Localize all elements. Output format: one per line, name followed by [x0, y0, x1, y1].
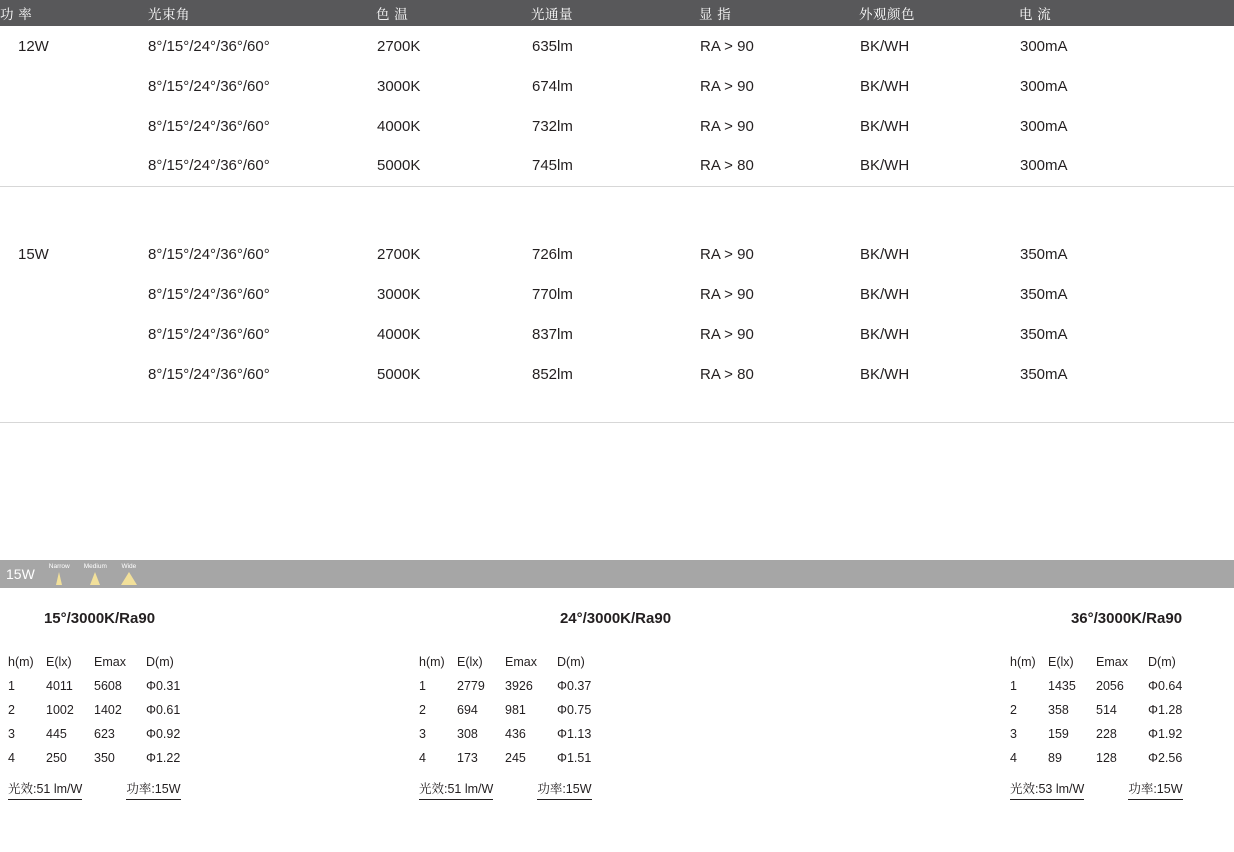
- cell-e: 445: [46, 727, 67, 741]
- cell-d: Φ1.92: [1148, 727, 1183, 741]
- photometric-header-d: D(m): [1148, 655, 1176, 669]
- table-row: [419, 703, 617, 727]
- cell-d: Φ1.22: [146, 751, 181, 765]
- cell-beam: 8°/15°/24°/36°/60°: [148, 117, 270, 135]
- cell-beam: 8°/15°/24°/36°/60°: [148, 285, 270, 303]
- photometric-table: [8, 655, 206, 775]
- cell-current: 350mA: [1020, 365, 1068, 383]
- spec-header-current: 电 流: [1019, 0, 1234, 26]
- cell-power: [0, 66, 148, 106]
- photometric-block-24deg: [411, 600, 822, 800]
- table-row: [8, 751, 206, 775]
- cell-cct: 5000K: [376, 146, 531, 186]
- cell-ra: RA > 90: [700, 117, 754, 135]
- cell-color: BK/WH: [860, 117, 910, 135]
- photometric-table-head: [8, 655, 206, 679]
- cell-emax: 436: [505, 727, 526, 741]
- cell-power: [0, 314, 148, 354]
- photometric-header-row: [8, 655, 206, 679]
- cell-h: 1: [1010, 679, 1017, 693]
- photometric-table-head: [1010, 655, 1208, 679]
- spec-header-beam: 光束角: [148, 0, 376, 26]
- cell-color: BK/WH: [860, 325, 910, 343]
- cell-current: 350mA: [1020, 325, 1068, 343]
- photometric-header-h: h(m): [419, 655, 445, 669]
- beam-angle-bar: [0, 560, 1234, 588]
- cell-lumen: 745lm: [531, 146, 699, 186]
- cell-emax: 228: [1096, 727, 1117, 741]
- photometric-header-d: D(m): [146, 655, 174, 669]
- photometric-efficacy: 光效:51 lm/W: [419, 779, 493, 800]
- beam-legend-item-wide: [121, 563, 137, 585]
- beam-legend-item-medium: [84, 563, 107, 585]
- cell-h: 3: [419, 727, 426, 741]
- cell-color: BK/WH: [860, 37, 910, 55]
- cell-e: 173: [457, 751, 478, 765]
- cell-d: Φ0.61: [146, 703, 181, 717]
- cell-emax: 514: [1096, 703, 1117, 717]
- cell-beam: 8°/15°/24°/36°/60°: [148, 77, 270, 95]
- cell-h: 2: [1010, 703, 1017, 717]
- table-row: [0, 234, 1234, 274]
- table-row: [8, 727, 206, 751]
- cell-h: 4: [419, 751, 426, 765]
- cell-lumen: 726lm: [532, 245, 573, 263]
- cell-power: [0, 146, 148, 186]
- cell-d: Φ1.13: [557, 727, 592, 741]
- cell-power: [0, 274, 148, 314]
- cell-beam: 8°/15°/24°/36°/60°: [148, 325, 270, 343]
- cell-power: [0, 106, 148, 146]
- photometric-block-36deg: [822, 600, 1233, 800]
- cell-emax: 3926: [505, 679, 533, 693]
- photometric-header-row: [419, 655, 617, 679]
- cell-lumen: 770lm: [532, 285, 573, 303]
- table-row: [0, 274, 1234, 314]
- table-row: [0, 314, 1234, 354]
- cell-cct: 5000K: [377, 365, 421, 383]
- table-group-spacer: [0, 186, 1234, 234]
- cell-ra: RA > 80: [700, 365, 754, 383]
- cell-e: 694: [457, 703, 478, 717]
- photometric-power: 功率:15W: [126, 779, 180, 800]
- photometric-header-emax: Emax: [505, 655, 537, 669]
- spec-header-lumen: 光通量: [531, 0, 699, 26]
- table-row: [0, 354, 1234, 394]
- cell-h: 3: [1010, 727, 1017, 741]
- photometric-footer: [1010, 779, 1233, 800]
- cell-h: 4: [8, 751, 15, 765]
- photometric-header-e: E(lx): [457, 655, 483, 669]
- cell-lumen: 674lm: [532, 77, 573, 95]
- photometric-header-e: E(lx): [46, 655, 72, 669]
- cell-lumen: 837lm: [532, 325, 573, 343]
- cell-ra: RA > 90: [700, 245, 754, 263]
- beam-legend-item-narrow: [49, 563, 70, 585]
- photometric-header-emax: Emax: [1096, 655, 1128, 669]
- photometric-header-emax: Emax: [94, 655, 126, 669]
- photometric-efficacy: 光效:53 lm/W: [1010, 779, 1084, 800]
- cell-e: 1002: [46, 703, 74, 717]
- cell-cct: 3000K: [377, 77, 421, 95]
- beam-cone-wide-icon: [121, 572, 137, 585]
- tail-cell: [0, 394, 1234, 422]
- cell-emax: 350: [94, 751, 115, 765]
- cell-emax: 5608: [94, 679, 122, 693]
- cell-e: 358: [1048, 703, 1069, 717]
- cell-cct: 2700K: [377, 245, 421, 263]
- cell-ra: RA > 90: [700, 77, 754, 95]
- table-row: [8, 703, 206, 727]
- cell-current: 300mA: [1020, 77, 1068, 95]
- cell-emax: 245: [505, 751, 526, 765]
- photometric-blocks: [0, 600, 1234, 800]
- cell-d: Φ1.28: [1148, 703, 1183, 717]
- cell-color: BK/WH: [860, 245, 910, 263]
- cell-e: 4011: [46, 679, 73, 693]
- beam-bar-power-label: 15W: [6, 566, 35, 582]
- cell-power: 12W: [18, 37, 49, 55]
- cell-h: 2: [419, 703, 426, 717]
- table-row: [419, 751, 617, 775]
- photometric-table-body: [419, 679, 617, 775]
- cell-e: 159: [1048, 727, 1069, 741]
- photometric-header-row: [1010, 655, 1208, 679]
- spec-header-power: 功 率: [0, 0, 148, 26]
- cell-d: Φ0.92: [146, 727, 181, 741]
- cell-color: BK/WH: [860, 365, 910, 383]
- table-row: [0, 106, 1234, 146]
- cell-cct: 3000K: [377, 285, 421, 303]
- spec-header-row: [0, 0, 1234, 26]
- cell-lumen: 732lm: [532, 117, 573, 135]
- cell-color: BK/WH: [859, 146, 1019, 186]
- cell-color: BK/WH: [860, 285, 910, 303]
- cell-ra: RA > 90: [700, 325, 754, 343]
- photometric-table: [1010, 655, 1208, 775]
- cell-current: 350mA: [1020, 285, 1068, 303]
- spec-table-body: [0, 26, 1234, 422]
- cell-beam: 8°/15°/24°/36°/60°: [148, 37, 270, 55]
- cell-cct: 4000K: [377, 325, 421, 343]
- photometric-title: 24°/3000K/Ra90: [559, 610, 672, 627]
- beam-legend-label: Wide: [121, 563, 137, 570]
- table-row: [0, 146, 1234, 186]
- table-bottom-rule: [0, 394, 1234, 422]
- photometric-title: 36°/3000K/Ra90: [1070, 610, 1183, 627]
- photometric-title: 15°/3000K/Ra90: [43, 610, 156, 627]
- cell-emax: 2056: [1096, 679, 1124, 693]
- cell-power: 15W: [18, 245, 49, 263]
- cell-d: Φ2.56: [1148, 751, 1183, 765]
- specification-table: [0, 0, 1234, 423]
- cell-lumen: 635lm: [532, 37, 573, 55]
- photometric-footer: [419, 779, 822, 800]
- beam-legend: [49, 563, 137, 585]
- beam-legend-label: Medium: [83, 563, 107, 570]
- cell-cct: 2700K: [377, 37, 421, 55]
- cell-emax: 128: [1096, 751, 1117, 765]
- photometric-block-15deg: [0, 600, 411, 800]
- spacer-cell: [0, 186, 1234, 234]
- cell-e: 89: [1048, 751, 1062, 765]
- table-row: [1010, 751, 1208, 775]
- cell-d: Φ1.51: [557, 751, 592, 765]
- spec-table-head: [0, 0, 1234, 26]
- cell-e: 250: [46, 751, 67, 765]
- cell-current: 300mA: [1020, 117, 1068, 135]
- cell-beam: 8°/15°/24°/36°/60°: [148, 146, 376, 186]
- photometric-header-h: h(m): [8, 655, 34, 669]
- cell-d: Φ0.64: [1148, 679, 1183, 693]
- photometric-efficacy: 光效:51 lm/W: [8, 779, 82, 800]
- cell-h: 1: [419, 679, 426, 693]
- cell-ra: RA > 80: [699, 146, 859, 186]
- photometric-footer: [8, 779, 411, 800]
- beam-cone-medium-icon: [90, 572, 100, 585]
- cell-lumen: 852lm: [532, 365, 573, 383]
- table-row: [419, 727, 617, 751]
- cell-color: BK/WH: [860, 77, 910, 95]
- photometric-power: 功率:15W: [1128, 779, 1182, 800]
- cell-h: 1: [8, 679, 15, 693]
- cell-h: 4: [1010, 751, 1017, 765]
- cell-emax: 623: [94, 727, 115, 741]
- spec-header-cct: 色 温: [376, 0, 531, 26]
- table-row: [1010, 703, 1208, 727]
- cell-h: 2: [8, 703, 15, 717]
- table-row: [1010, 727, 1208, 751]
- cell-h: 3: [8, 727, 15, 741]
- spec-header-color: 外观颜色: [859, 0, 1019, 26]
- cell-d: Φ0.37: [557, 679, 592, 693]
- cell-e: 308: [457, 727, 478, 741]
- cell-d: Φ0.75: [557, 703, 592, 717]
- cell-current: 350mA: [1020, 245, 1068, 263]
- photometric-power: 功率:15W: [537, 779, 591, 800]
- beam-legend-label: Narrow: [48, 563, 70, 570]
- table-row: [1010, 679, 1208, 703]
- photometric-header-e: E(lx): [1048, 655, 1074, 669]
- cell-emax: 1402: [94, 703, 122, 717]
- spec-header-ra: 显 指: [699, 0, 859, 26]
- photometric-table-body: [8, 679, 206, 775]
- photometric-table: [419, 655, 617, 775]
- table-row: [0, 66, 1234, 106]
- table-row: [0, 26, 1234, 66]
- cell-current: 300mA: [1019, 146, 1234, 186]
- cell-emax: 981: [505, 703, 526, 717]
- cell-power: [0, 354, 148, 394]
- photometric-header-h: h(m): [1010, 655, 1036, 669]
- cell-ra: RA > 90: [700, 37, 754, 55]
- cell-cct: 4000K: [377, 117, 421, 135]
- cell-d: Φ0.31: [146, 679, 181, 693]
- cell-current: 300mA: [1020, 37, 1068, 55]
- cell-e: 1435: [1048, 679, 1076, 693]
- photometric-table-body: [1010, 679, 1208, 775]
- cell-ra: RA > 90: [700, 285, 754, 303]
- beam-cone-narrow-icon: [56, 572, 62, 585]
- cell-beam: 8°/15°/24°/36°/60°: [148, 245, 270, 263]
- cell-beam: 8°/15°/24°/36°/60°: [148, 365, 270, 383]
- photometric-header-d: D(m): [557, 655, 585, 669]
- cell-e: 2779: [457, 679, 485, 693]
- table-row: [8, 679, 206, 703]
- photometric-table-head: [419, 655, 617, 679]
- table-row: [419, 679, 617, 703]
